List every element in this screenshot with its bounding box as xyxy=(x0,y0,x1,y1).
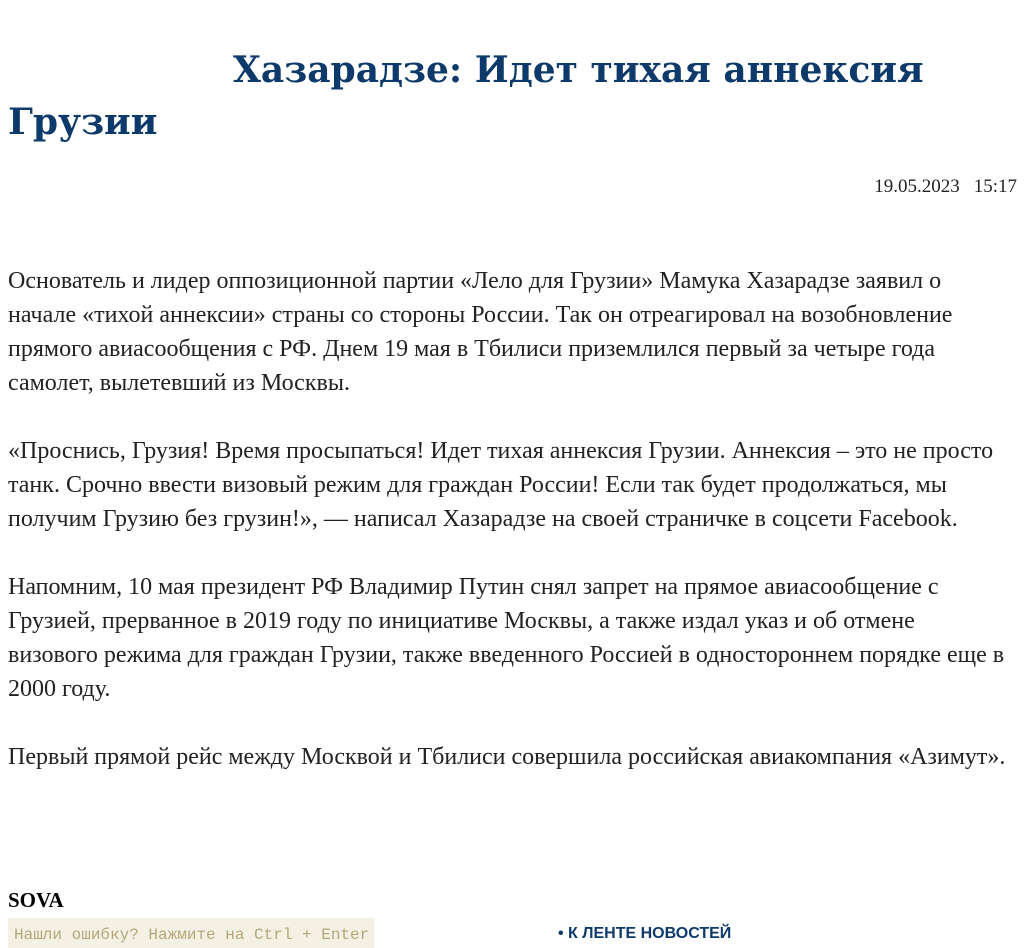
article-paragraph: Первый прямой рейс между Москвой и Тбилиси совершила российская авиакомпания «Азимут». xyxy=(8,744,1006,770)
article-date: 19.05.2023 xyxy=(874,176,960,197)
back-to-news-link[interactable]: • К ЛЕНТЕ НОВОСТЕЙ xyxy=(558,925,732,942)
article-time: 15:17 xyxy=(973,176,1017,197)
article-title: Хазарадзе: Идет тихая аннексия Грузии xyxy=(8,49,924,143)
error-report-hint: Нашли ошибку? Нажмите на Ctrl + Enter xyxy=(8,918,374,948)
article-paragraph: Основатель и лидер оппозиционной партии «Лело для Грузии» Мамука Хазарадзе заявил о начале «тихой аннексии» страны со стороны России. Так он отреагировал на возобновление прямого авиасообщения с РФ. Днем 19 мая в Тбилиси приземлился первый за четыре года самолет, вылетевший из Москвы. xyxy=(8,268,953,396)
article-source: SOVA xyxy=(8,888,64,912)
article-dateline xyxy=(874,176,1017,198)
article-paragraph: «Проснись, Грузия! Время просыпаться! Идет тихая аннексия Грузии. Аннексия – это не просто танк. Срочно ввести визовый режим для граждан России! Если так будет продолжаться, мы получим Грузию без грузин!», — написал Хазарадзе на своей страничке в соцсети Facebook. xyxy=(8,438,994,532)
article-paragraph: Напомним, 10 мая президент РФ Владимир Путин снял запрет на прямое авиасообщение с Грузией, прерванное в 2019 году по инициативе Москвы, а также издал указ и об отмене визового режима для граждан Грузии, также введенного Россией в одностороннем порядке еще в 2000 году. xyxy=(8,574,1005,702)
article-body xyxy=(8,264,1008,808)
